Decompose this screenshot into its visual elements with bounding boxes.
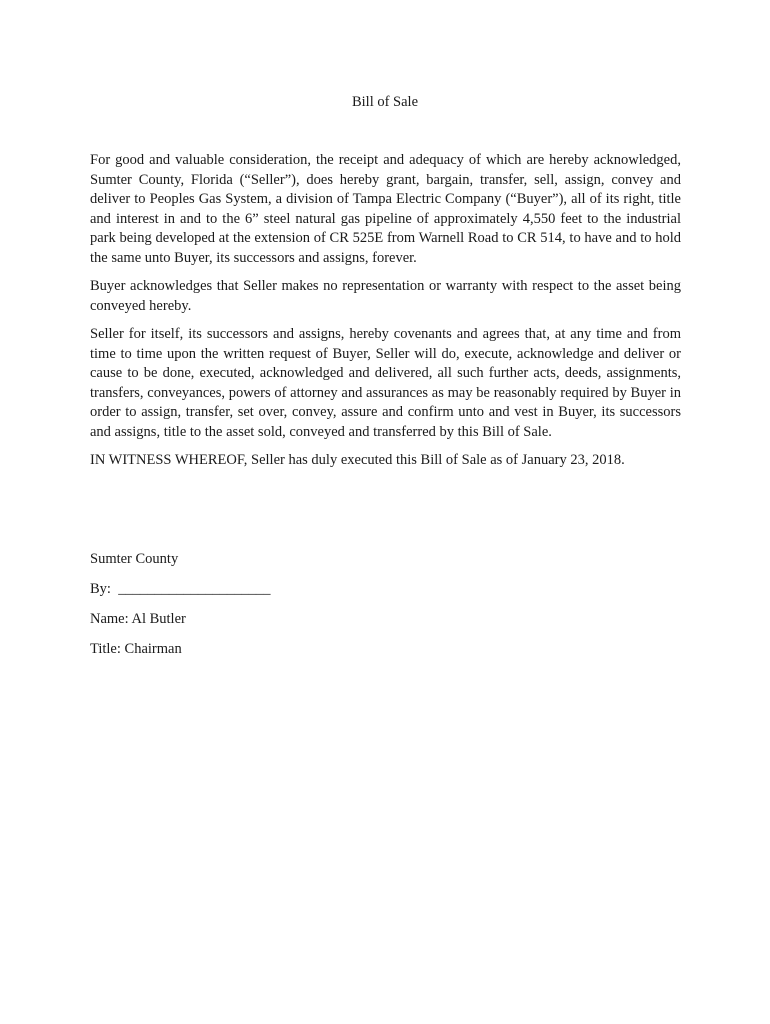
- signatory-name: Name: Al Butler: [90, 611, 186, 627]
- signature-block: [90, 550, 490, 670]
- signatory-title: Title: Chairman: [90, 641, 182, 657]
- signatory-entity: Sumter County: [90, 551, 179, 567]
- signature-line: By: _____________________: [90, 581, 271, 597]
- document-body: [90, 151, 681, 471]
- paragraph-further-assurances: Seller for itself, its successors and assigns, hereby covenants and agrees that, at any time and from time to time upon the written request of Buyer, Seller will do, execute, acknowledge and deliver or cause to be done, executed, acknowledged and delivered, all such further acts, deeds, assignments, transfers, conveyances, powers of attorney and assurances as may be reasonably required by Buyer in order to assign, transfer, set over, convey, assure and confirm unto and vest in Buyer, its successors and assigns, title to the asset sold, conveyed and transferred by this Bill of Sale.: [90, 326, 681, 440]
- paragraph-consideration: For good and valuable consideration, the receipt and adequacy of which are hereby acknowledged, Sumter County, Florida (“Seller”), does hereby grant, bargain, transfer, sell, assign, convey and deliver to Peoples Gas System, a division of Tampa Electric Company (“Buyer”), all of its right, title and interest in and to the 6” steel natural gas pipeline of approximately 4,550 feet to the industrial park being developed at the extension of CR 525E from Warnell Road to CR 514, to have and to hold the same unto Buyer, its successors and assigns, forever.: [90, 152, 681, 266]
- document-title: Bill of Sale: [351, 94, 419, 110]
- paragraph-no-warranty: Buyer acknowledges that Seller makes no representation or warranty with respect to the asset being conveyed hereby.: [90, 278, 681, 314]
- witness-clause: IN WITNESS WHEREOF, Seller has duly executed this Bill of Sale as of January 23, 2018.: [90, 452, 625, 468]
